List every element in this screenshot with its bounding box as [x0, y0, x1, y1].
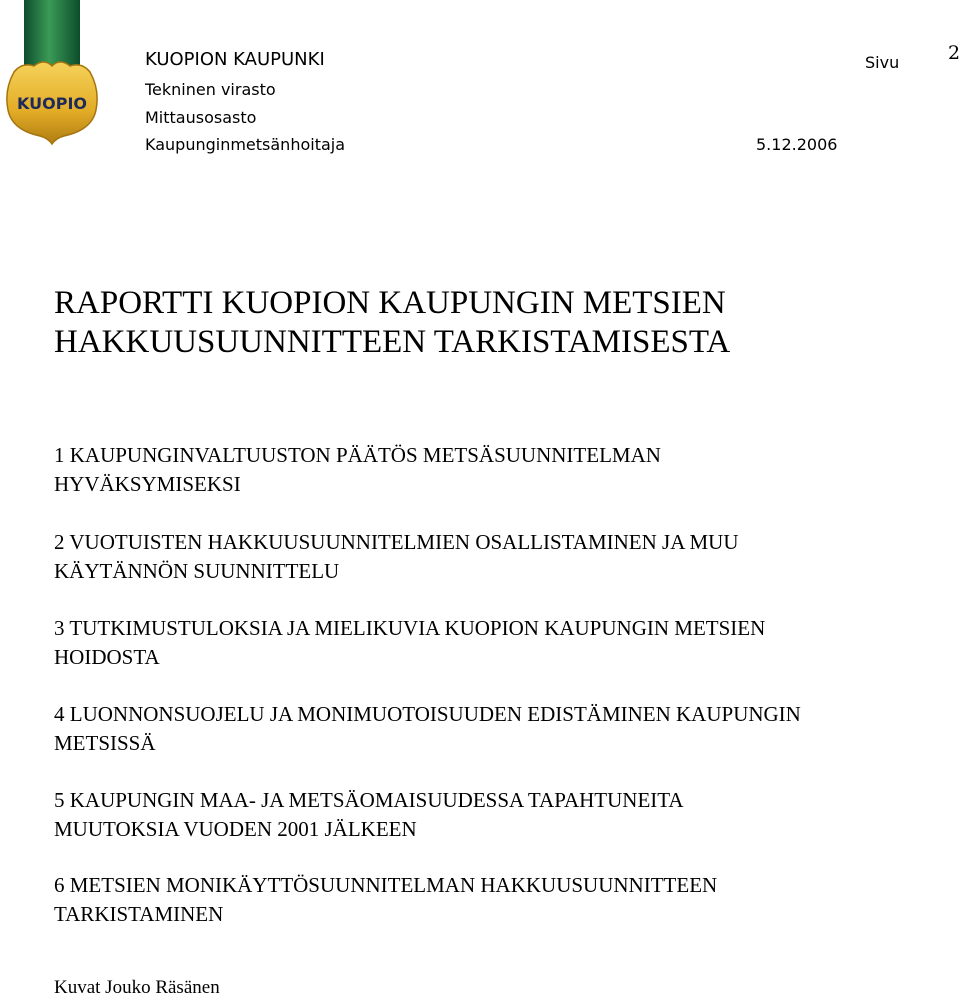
- unit-name: Mittausosasto: [145, 108, 257, 127]
- toc-item-1: [54, 441, 661, 499]
- report-title: [54, 284, 730, 362]
- toc-item-3: [54, 614, 765, 672]
- toc-item-2: [54, 528, 738, 586]
- toc-item-2-line-1: 2 VUOTUISTEN HAKKUUSUUNNITELMIEN OSALLISTAMINEN JA MUU: [54, 530, 739, 554]
- photo-credit: Kuvat Jouko Räsänen: [54, 977, 220, 998]
- kuopio-logo: [4, 0, 100, 146]
- toc-item-6: [54, 871, 717, 929]
- toc-item-3-line-2: HOIDOSTA: [54, 645, 160, 669]
- toc-item-5: [54, 786, 684, 844]
- toc-item-3-line-1: 3 TUTKIMUSTULOKSIA JA MIELIKUVIA KUOPION KAUPUNGIN METSIEN: [54, 616, 766, 640]
- author-role: Kaupunginmetsänhoitaja: [145, 135, 346, 154]
- report-title-line-1: RAPORTTI KUOPION KAUPUNGIN METSIEN: [54, 285, 726, 321]
- toc-item-6-line-2: TARKISTAMINEN: [54, 902, 224, 926]
- report-title-line-2: HAKKUUSUUNNITTEEN TARKISTAMISESTA: [54, 324, 731, 360]
- toc-item-2-line-2: KÄYTÄNNÖN SUUNNITTELU: [54, 559, 340, 583]
- toc-item-5-line-2: MUUTOKSIA VUODEN 2001 JÄLKEEN: [54, 817, 417, 841]
- page-label: Sivu: [865, 53, 900, 72]
- toc-item-5-line-1: 5 KAUPUNGIN MAA- JA METSÄOMAISUUDESSA TAPAHTUNEITA: [54, 788, 684, 812]
- logo-text: KUOPIO: [17, 94, 87, 113]
- toc-item-4-line-2: METSISSÄ: [54, 731, 156, 755]
- department-name: Tekninen virasto: [145, 80, 276, 99]
- toc-item-1-line-2: HYVÄKSYMISEKSI: [54, 472, 241, 496]
- toc-item-4-line-1: 4 LUONNONSUOJELU JA MONIMUOTOISUUDEN EDISTÄMINEN KAUPUNGIN: [54, 702, 801, 726]
- toc-item-4: [54, 700, 801, 758]
- document-date: 5.12.2006: [756, 135, 838, 154]
- toc-item-1-line-1: 1 KAUPUNGINVALTUUSTON PÄÄTÖS METSÄSUUNNITELMAN: [54, 443, 661, 467]
- organization-name: KUOPION KAUPUNKI: [145, 49, 325, 70]
- page-number: 2: [948, 42, 960, 64]
- toc-item-6-line-1: 6 METSIEN MONIKÄYTTÖSUUNNITELMAN HAKKUUSUUNNITTEEN: [54, 873, 718, 897]
